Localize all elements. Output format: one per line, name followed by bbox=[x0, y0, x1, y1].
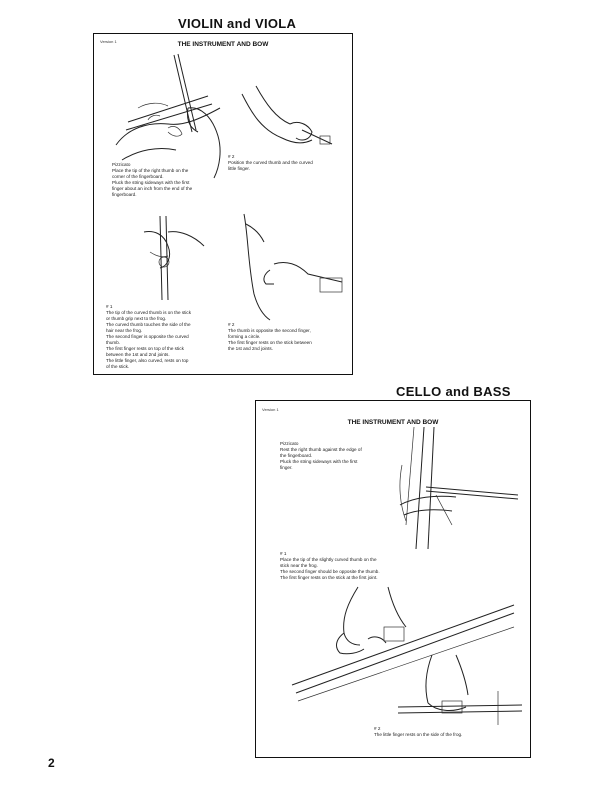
bow-hold-illustration-2-bottom bbox=[234, 204, 349, 324]
panel-label: Version 1 bbox=[262, 407, 279, 412]
pizzicato-caption: Pizzicato Place the tip of the right thumb on the corner of the fingerboard. Pluck the string sideways with the first finger about an inch from the end of the fingerboard. bbox=[112, 162, 193, 197]
panel-title: THE INSTRUMENT AND BOW bbox=[347, 419, 439, 426]
caption-1: # 1 Place the tip of the slightly curved thumb on the stick near the frog. The second finger should be opposite the thumb. The first finger rests on the stick at the first joint. bbox=[280, 551, 380, 580]
bow-hold-illustration-2 bbox=[396, 651, 524, 727]
violin-viola-heading: VIOLIN and VIOLA bbox=[178, 16, 297, 31]
page-number: 2 bbox=[48, 756, 55, 770]
cello-panel bbox=[255, 400, 531, 758]
caption-2-top: # 2 Position the curved thumb and the curved little finger. bbox=[228, 154, 313, 171]
cello-pizzicato-illustration bbox=[396, 425, 522, 551]
cello-bass-heading: CELLO and BASS bbox=[396, 384, 511, 399]
pizzicato-caption: Pizzicato Rest the right thumb against the edge of the fingerboard. Pluck the string sideways with the first finger. bbox=[280, 441, 362, 470]
panel-title: THE INSTRUMENT AND BOW bbox=[177, 41, 269, 48]
panel-label: Version 1 bbox=[100, 39, 117, 44]
caption-2-bottom: # 2 The thumb is opposite the second finger, forming a circle. The first finger rests on the stick between the 1st and 2nd joints. bbox=[228, 322, 312, 351]
bow-hold-illustration-2-top bbox=[232, 74, 342, 152]
caption-1: # 1 The tip of the curved thumb is on the stick or thumb grip next to the frog. The curved thumb touches the side of the hair near the frog. The second finger is opposite the curved thumb. The first finger rests on top of the stick between the 1st and 2nd joints. The little finger, also curved, rests on top of the stick. bbox=[106, 304, 192, 369]
caption-2: # 2 The little finger rests on the side of the frog. bbox=[374, 726, 463, 737]
bow-hold-illustration-1 bbox=[124, 212, 214, 302]
violin-panel bbox=[93, 33, 353, 375]
